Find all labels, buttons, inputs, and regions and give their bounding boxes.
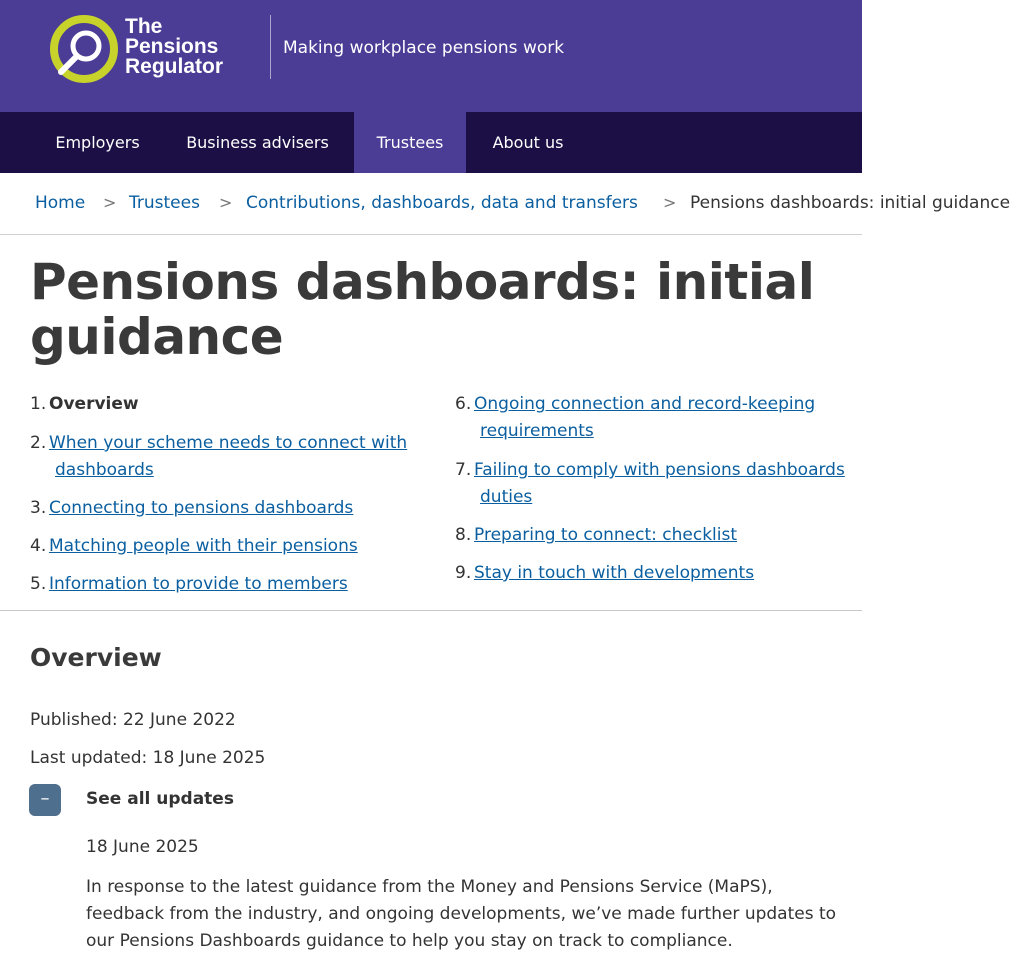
contents-number: 9. — [455, 563, 472, 583]
contents-link-line[interactable]: When your scheme needs to connect with — [49, 433, 408, 453]
site-tagline: Making workplace pensions work — [283, 38, 565, 58]
contents-item — [455, 457, 860, 511]
contents-link-line[interactable]: Ongoing connection and record-keeping — [474, 394, 816, 414]
breadcrumb-home[interactable]: Home — [35, 193, 86, 213]
logo-line: Pensions — [125, 35, 219, 58]
see-all-updates-label[interactable]: See all updates — [86, 789, 234, 809]
last-updated-date: Last updated: 18 June 2025 — [30, 748, 266, 768]
contents-item — [30, 533, 450, 560]
main-navigation — [0, 112, 862, 173]
contents-link-checklist[interactable]: Preparing to connect: checklist — [474, 525, 738, 545]
contents-current-label: Overview — [49, 394, 139, 414]
breadcrumb-trustees[interactable]: Trustees — [129, 193, 200, 213]
nav-item-about-us[interactable]: About us — [492, 133, 564, 152]
contents-number: 6. — [455, 394, 472, 414]
contents-item — [455, 391, 860, 445]
contents-link-when-to-connect[interactable] — [30, 430, 450, 484]
contents-link-information[interactable]: Information to provide to members — [49, 574, 348, 594]
site-header — [0, 0, 862, 112]
contents-item — [30, 430, 450, 484]
breadcrumb-separator: > — [219, 193, 233, 212]
page-title: Pensions dashboards: initial guidance — [30, 253, 815, 366]
update-description: In response to the latest guidance from the Money and Pensions Service (MaPS), feedback from the industry, and ongoing developments, we’ve made further updates to our Pensions Dashboards guidance to help you stay on track to compliance. — [86, 877, 837, 951]
contents-item — [455, 522, 860, 549]
contents-link-connecting[interactable]: Connecting to pensions dashboards — [49, 498, 354, 518]
contents-number: 7. — [455, 460, 472, 480]
nav-item-trustees[interactable]: Trustees — [354, 112, 466, 173]
contents-link-line[interactable]: Failing to comply with pensions dashboards — [474, 460, 845, 480]
breadcrumb-current: Pensions dashboards: initial guidance — [690, 193, 1010, 213]
contents-link-line[interactable]: requirements — [480, 421, 594, 441]
contents-link-matching[interactable]: Matching people with their pensions — [49, 536, 358, 556]
contents-link-line[interactable]: dashboards — [55, 460, 154, 480]
update-date: 18 June 2025 — [86, 837, 199, 857]
contents-number: 1. — [30, 394, 47, 414]
contents-number: 2. — [30, 433, 47, 453]
breadcrumb-separator: > — [103, 193, 117, 212]
section-heading: Overview — [30, 643, 162, 672]
section-divider — [0, 610, 862, 611]
nav-item-business-advisers[interactable]: Business advisers — [186, 133, 329, 152]
contents-number: 8. — [455, 525, 472, 545]
contents-item — [30, 391, 450, 418]
contents-number: 3. — [30, 498, 47, 518]
contents-number: 5. — [30, 574, 47, 594]
contents-link-ongoing[interactable] — [455, 391, 860, 445]
published-date: Published: 22 June 2022 — [30, 710, 236, 730]
header-divider — [270, 15, 271, 79]
logo-wordmark[interactable] — [125, 17, 223, 77]
contents-link-line[interactable]: duties — [480, 487, 533, 507]
breadcrumb — [0, 173, 1010, 235]
contents-item — [30, 495, 450, 522]
contents-item — [30, 571, 450, 598]
contents-number: 4. — [30, 536, 47, 556]
breadcrumb-contributions[interactable]: Contributions, dashboards, data and transfers — [246, 193, 638, 213]
contents-item — [455, 560, 860, 587]
contents-link-failing[interactable] — [455, 457, 860, 511]
breadcrumb-separator: > — [663, 193, 677, 212]
magnifier-logo-icon[interactable] — [49, 14, 119, 84]
nav-item-employers[interactable]: Employers — [55, 133, 140, 152]
logo-line: The — [125, 15, 163, 38]
collapse-updates-button[interactable]: – — [29, 784, 61, 816]
contents-link-stay-in-touch[interactable]: Stay in touch with developments — [474, 563, 755, 583]
logo-line: Regulator — [125, 55, 224, 78]
